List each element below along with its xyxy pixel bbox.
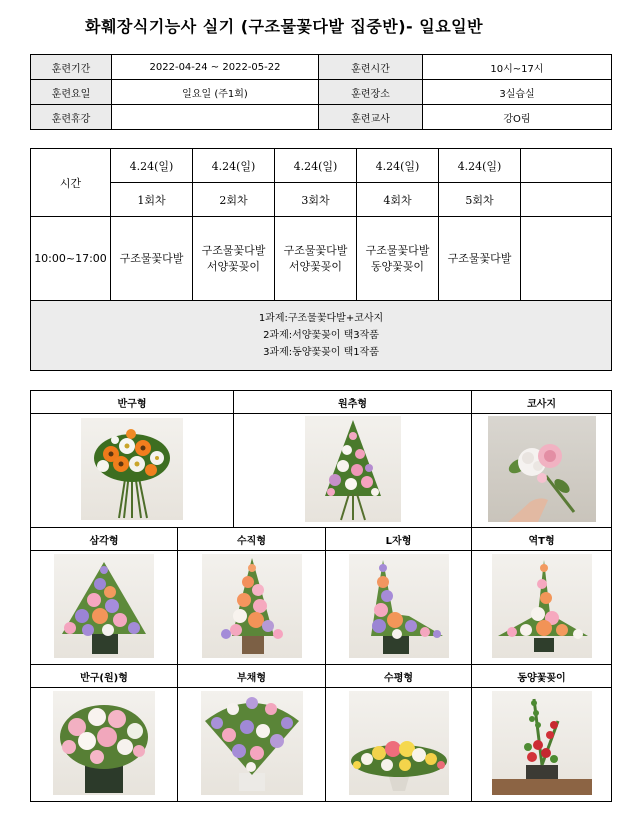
photo-cell xyxy=(31,414,234,528)
note-line: 3과제:동양꽃꽂이 택1작품 xyxy=(263,347,379,358)
photo-hemisphere-bouquet xyxy=(81,418,183,520)
page-title: 화훼장식기능사 실기 (구조물꽃다발 집중반)- 일요일반 xyxy=(85,17,484,36)
photo-cell xyxy=(31,688,178,802)
empty-cell xyxy=(521,183,612,217)
session-line: 동양꽃꽂이 xyxy=(370,259,425,273)
session-content xyxy=(357,217,439,301)
photo-cell xyxy=(178,688,326,802)
period-label: 훈련기간 xyxy=(31,55,112,80)
session-round: 3회차 xyxy=(275,183,357,217)
photo-round-arrangement xyxy=(53,691,155,795)
time-value: 10:00~17:00 xyxy=(31,217,111,301)
session-line: 구조물꽃다발 xyxy=(283,243,348,257)
style-label-round: 반구(원)형 xyxy=(31,665,178,688)
day-value: 일요일 (주1회) xyxy=(112,80,319,105)
holiday-label: 훈련휴강 xyxy=(31,105,112,130)
style-label-cone: 원추형 xyxy=(234,391,472,414)
time-label: 시간 xyxy=(31,149,111,217)
photo-vertical-arrangement xyxy=(202,554,302,658)
day-label: 훈련요일 xyxy=(31,80,112,105)
notes-cell xyxy=(31,301,612,371)
place-label: 훈련장소 xyxy=(319,80,423,105)
session-round: 2회차 xyxy=(193,183,275,217)
session-content xyxy=(111,217,193,301)
session-round: 1회차 xyxy=(111,183,193,217)
period-value: 2022-04-24 ~ 2022-05-22 xyxy=(112,55,319,80)
style-label-inverted-t: 역T형 xyxy=(472,528,612,551)
session-content xyxy=(439,217,521,301)
session-date: 4.24(일) xyxy=(193,149,275,183)
style-label-corsage: 코사지 xyxy=(472,391,612,414)
gallery-table xyxy=(30,390,612,802)
session-content xyxy=(193,217,275,301)
teacher-label: 훈련교사 xyxy=(319,105,423,130)
style-label-oriental: 동양꽃꽂이 xyxy=(472,665,612,688)
style-label-vertical: 수직형 xyxy=(178,528,326,551)
session-line: 구조물꽃다발 xyxy=(447,251,512,265)
hours-label: 훈련시간 xyxy=(319,55,423,80)
photo-cell xyxy=(178,551,326,665)
photo-cell xyxy=(472,414,612,528)
photo-cell xyxy=(326,688,472,802)
session-line: 서양꽃꽂이 xyxy=(206,259,261,273)
info-table xyxy=(30,54,612,130)
photo-corsage xyxy=(488,416,596,522)
photo-fan-arrangement xyxy=(201,691,303,795)
session-round: 4회차 xyxy=(357,183,439,217)
photo-cell xyxy=(472,551,612,665)
photo-cell xyxy=(326,551,472,665)
holiday-value xyxy=(112,105,319,130)
photo-oriental-arrangement xyxy=(492,691,592,795)
session-date: 4.24(일) xyxy=(111,149,193,183)
empty-cell xyxy=(521,149,612,183)
hours-value: 10시~17시 xyxy=(423,55,612,80)
style-label-hemisphere: 반구형 xyxy=(31,391,234,414)
style-label-triangle: 삼각형 xyxy=(31,528,178,551)
session-line: 서양꽃꽂이 xyxy=(288,259,343,273)
photo-triangle-arrangement xyxy=(54,554,154,658)
photo-cell xyxy=(472,688,612,802)
session-date: 4.24(일) xyxy=(357,149,439,183)
photo-horizontal-arrangement xyxy=(349,691,449,795)
session-line: 구조물꽃다발 xyxy=(201,243,266,257)
photo-cell xyxy=(31,551,178,665)
photo-l-shape-arrangement xyxy=(349,554,449,658)
style-label-l-shape: L자형 xyxy=(326,528,472,551)
photo-inverted-t-arrangement xyxy=(492,554,592,658)
photo-cell xyxy=(234,414,472,528)
teacher-value: 강O림 xyxy=(423,105,612,130)
session-line: 구조물꽃다발 xyxy=(119,251,184,265)
empty-cell xyxy=(521,217,612,301)
schedule-table xyxy=(30,148,612,371)
session-line: 구조물꽃다발 xyxy=(365,243,430,257)
style-label-fan: 부채형 xyxy=(178,665,326,688)
session-content xyxy=(275,217,357,301)
note-line: 2과제:서양꽃꽂이 택3작품 xyxy=(263,330,379,341)
style-label-horizontal: 수평형 xyxy=(326,665,472,688)
session-round: 5회차 xyxy=(439,183,521,217)
photo-cone-arrangement xyxy=(305,416,401,522)
place-value: 3실습실 xyxy=(423,80,612,105)
session-date: 4.24(일) xyxy=(275,149,357,183)
session-date: 4.24(일) xyxy=(439,149,521,183)
note-line: 1과제:구조물꽃다발+코사지 xyxy=(258,313,384,324)
